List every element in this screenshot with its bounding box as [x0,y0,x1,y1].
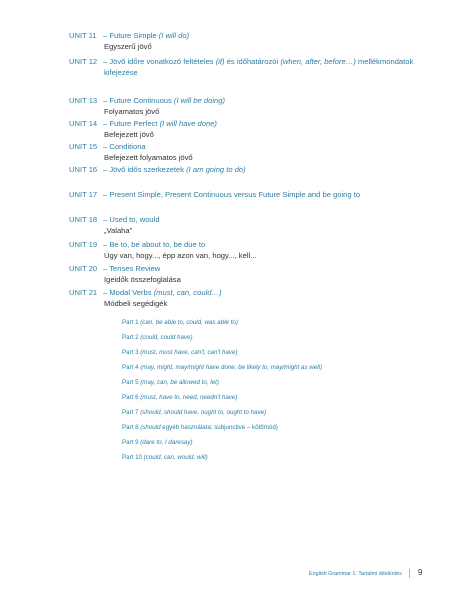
unit-15 [69,141,193,163]
part-desc: (could, can, would, will) [143,454,208,461]
unit-title: – Tenses Review [103,264,161,273]
part-label: Part 6 [122,394,141,401]
part-desc: (could, could have) [140,334,193,341]
part-desc: (must, have to, need, needn't have) [140,394,238,401]
unit-number: UNIT 14 [69,119,98,128]
unit-title: – Jövő időre vonatkozó feltételes [103,57,216,66]
unit-title: – Jövő idős szerkezetek [103,165,187,174]
part-2 [122,333,193,342]
part-label: Part 9 [122,439,141,446]
unit-subtitle: „Valaha” [104,226,133,235]
unit-14 [69,118,217,140]
unit-title: – Future Continuous [103,96,174,105]
unit-title-italic: (must, can, could…) [153,288,222,297]
unit-title-italic: (if) [215,57,225,66]
unit-11 [69,30,189,52]
unit-title: – Used to, would [103,215,160,224]
unit-title-italic: (I will be doing) [173,96,225,105]
page-number: 9 [418,568,423,577]
part-3 [122,348,238,357]
unit-number: UNIT 20 [69,264,98,273]
part-desc-rest: egyéb használata; subjunctive – kötőmód) [160,424,278,431]
unit-number: UNIT 11 [69,31,97,40]
unit-title-italic: (I am going to do) [186,165,246,174]
part-8 [122,423,278,432]
unit-subtitle: Igeidők összefoglalása [104,275,181,284]
unit-subtitle: Módbeli segédigék [104,299,168,308]
part-label: Part 4 [122,364,141,371]
unit-title: – Modal Verbs [103,288,154,297]
unit-subtitle: Egyszerű jövő [104,42,152,51]
unit-title: – Be to, be about to, be due to [103,240,206,249]
unit-number: UNIT 13 [69,96,98,105]
part-label: Part 5 [122,379,141,386]
part-desc: (may, can, be allowed to, let) [140,379,219,386]
unit-title-italic-2: (when, after, before…) [280,57,356,66]
unit-16 [69,164,246,175]
unit-title: – Future Simple [103,31,159,40]
unit-subtitle: Úgy van, hogy..., épp azon van, hogy..., kell... [104,251,257,260]
unit-subtitle: Folyamatos jövő [104,107,160,116]
unit-17 [69,189,360,200]
part-7 [122,408,266,417]
unit-20 [69,263,181,285]
unit-12 [69,56,413,78]
part-label: Part 1 [122,319,141,326]
part-label: Part 3 [122,349,141,356]
part-label: Part 8 [122,424,141,431]
unit-21 [69,287,222,309]
unit-number: UNIT 21 [69,288,98,297]
part-9 [122,438,193,447]
part-10 [122,453,208,462]
part-5 [122,378,219,387]
part-desc: (dare to, I daresay) [140,439,193,446]
unit-title: – Future Perfect [103,119,160,128]
footer-divider [409,569,410,578]
unit-13 [69,95,225,117]
unit-19 [69,239,257,261]
unit-title: – Present Simple, Present Continuous versus Future Simple and be going to [103,190,361,199]
running-footer: English Grammar 1: Tartalmi áttekintés [309,571,402,577]
unit-number: UNIT 19 [69,240,98,249]
part-label: Part 7 [122,409,141,416]
unit-number: UNIT 15 [69,142,98,151]
part-6 [122,393,237,402]
unit-subtitle: Befejezett jövő [104,130,154,139]
part-desc: (should [140,424,161,431]
unit-title-end: mellékmondatok [355,57,414,66]
unit-title-part: és időhatározói [224,57,281,66]
unit-title: – Conditiona [103,142,146,151]
part-1 [122,318,238,327]
part-desc: (can, be able to, could, was able to) [140,319,238,326]
part-desc: (may, might, may/might have done, be likely to, may/might as well) [140,364,323,371]
part-label: Part 2 [122,334,141,341]
unit-subtitle: Befejezett folyamatos jövő [104,153,193,162]
unit-18 [69,214,160,236]
part-desc: (should, should have, ought to, ought to have) [140,409,267,416]
unit-number: UNIT 12 [69,57,98,66]
unit-number: UNIT 17 [69,190,98,199]
part-4 [122,363,322,372]
unit-title-italic: (I will do) [158,31,190,40]
unit-number: UNIT 16 [69,165,98,174]
unit-number: UNIT 18 [69,215,98,224]
unit-title-italic: (I will have done) [159,119,217,128]
unit-title-continuation: kifejezése [104,68,138,77]
part-label: Part 10 [122,454,144,461]
part-desc: (must, must have, can't, can't have) [140,349,238,356]
